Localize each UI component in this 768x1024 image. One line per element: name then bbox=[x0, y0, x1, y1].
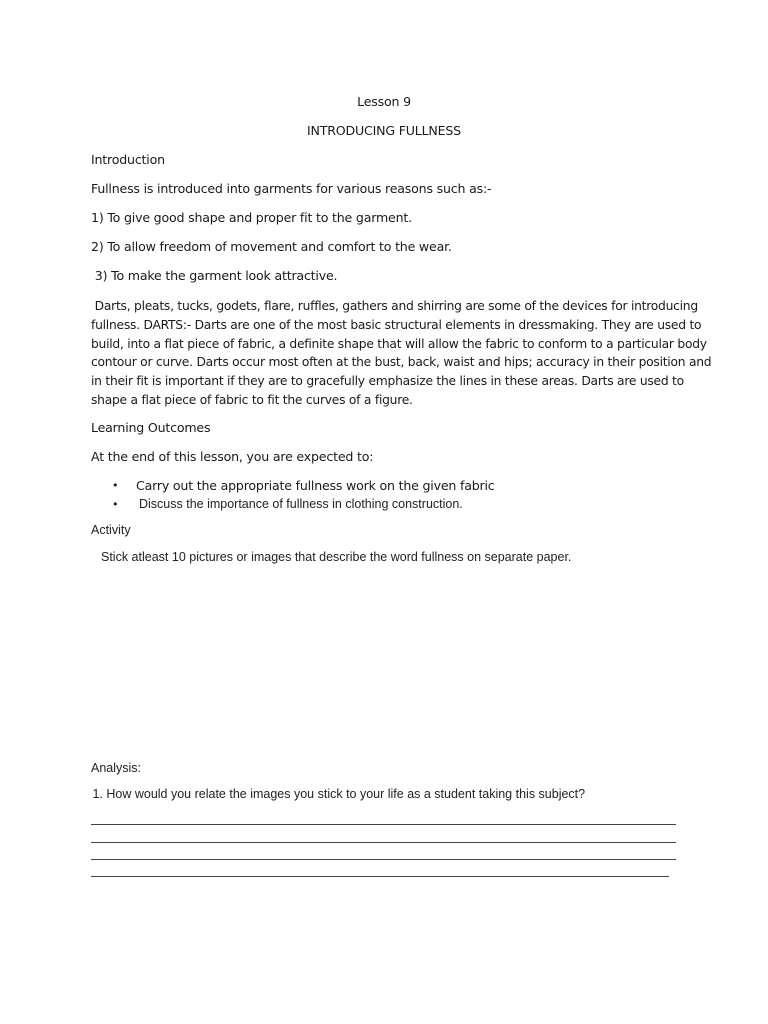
bullet-icon: • bbox=[112, 498, 119, 511]
outcome-item: Carry out the appropriate fullness work on the given fabric bbox=[136, 478, 495, 493]
learning-outcomes-heading: Learning Outcomes bbox=[91, 420, 211, 435]
paragraph-line: in their fit is important if they are to gracefully emphasize the lines in these areas. Darts are used to bbox=[91, 374, 684, 389]
analysis-question: 1. How would you relate the images you stick to your life as a student taking this subject? bbox=[89, 787, 586, 801]
reason-item: 3) To make the garment look attractive. bbox=[91, 268, 338, 283]
analysis-heading: Analysis: bbox=[91, 761, 142, 775]
intro-lead: Fullness is introduced into garments for various reasons such as:- bbox=[91, 181, 492, 196]
lesson-title: INTRODUCING FULLNESS bbox=[307, 123, 461, 138]
outcome-item: Discuss the importance of fullness in clothing construction. bbox=[139, 497, 463, 511]
outcomes-lead: At the end of this lesson, you are expected to: bbox=[91, 449, 374, 464]
paragraph-line: fullness. DARTS:- Darts are one of the most basic structural elements in dressmaking. They are used to bbox=[91, 317, 702, 332]
answer-line bbox=[91, 824, 676, 825]
paragraph-line: shape a flat piece of fabric to fit the curves of a figure. bbox=[91, 392, 413, 407]
answer-line bbox=[91, 859, 676, 860]
answer-line bbox=[91, 842, 676, 843]
paragraph-line: contour or curve. Darts occur most often at the bust, back, waist and hips; accuracy in their position and bbox=[91, 355, 712, 370]
answer-line bbox=[91, 876, 669, 877]
darts-paragraph bbox=[91, 297, 712, 410]
reason-item: 2) To allow freedom of movement and comfort to the wear. bbox=[91, 239, 452, 254]
lesson-number: Lesson 9 bbox=[357, 94, 411, 109]
bullet-icon: • bbox=[112, 479, 119, 492]
paragraph-line: build, into a flat piece of fabric, a definite shape that will allow the fabric to conform to a particular body bbox=[91, 336, 707, 351]
reason-item: 1) To give good shape and proper fit to the garment. bbox=[91, 210, 412, 225]
activity-text: Stick atleast 10 pictures or images that describe the word fullness on separate paper. bbox=[101, 550, 572, 564]
introduction-heading: Introduction bbox=[91, 152, 165, 167]
activity-heading: Activity bbox=[91, 523, 131, 537]
paragraph-line: Darts, pleats, tucks, godets, flare, ruffles, gathers and shirring are some of the devices for introducing bbox=[91, 299, 698, 313]
